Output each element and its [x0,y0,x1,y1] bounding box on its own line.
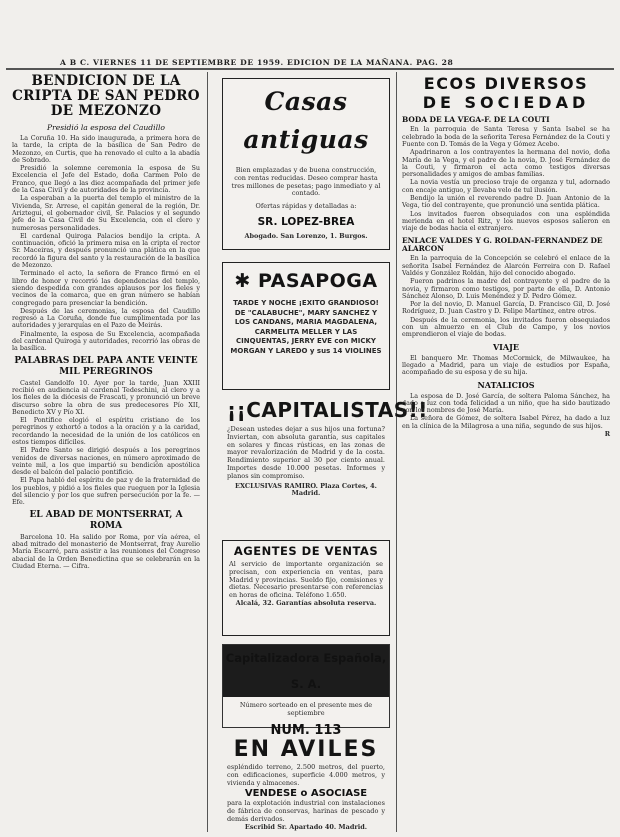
aviles-more: para la explotación industrial con instalaciones de fábrica de conservas, harinas de pescado y demás derivados. [227,799,385,823]
papa-paragraph: El Padre Santo se dirigió después a los peregrinos venidos de diversas naciones, en número aproximado de veinte mil, a los que impartió su bendición apostólica desde el balcón del palacio pontificio. [12,446,200,477]
boda2-paragraph: Después de la ceremonia, los invitados fueron obsequiados con un almuerzo en el Club de Campo, y los novios emprendieron el viaje de bodas. [402,315,610,339]
masthead: A B C. VIERNES 11 DE SEPTIEMBRE DE 1959. EDICION DE LA MAÑANA. PAG. 28 [60,58,454,67]
papa-paragraph: El Papa habló del espíritu de paz y de la fraternidad de los pueblos, y pidió a los fieles que rueguen por la Iglesia del silencio y por los que sufren persecución por la fe. — Efe. [12,476,200,507]
casas-note: Ofertas rápidas y detalladas a: [255,202,357,211]
capitalistas-title: ¡¡CAPITALISTAS!! [227,398,428,422]
casas-title: Casas antiguas [243,87,369,154]
signature: R [604,430,610,439]
agentes-title: AGENTES DE VENTAS [233,544,379,558]
boda1-paragraph: Los invitados fueron obsequiados con una espléndida merienda en el hotel Ritz, y los nuevos esposos salieron en viaje de bodas hacia el extranjero. [402,209,610,233]
agentes-ventas-ad [222,540,390,636]
pasapoga-ad [222,262,390,390]
boda1-paragraph: En la parroquia de Santa Teresa y Santa Isabel se ha celebrado la boda de la señorita Teresa Fernández de la Couti y Fuente con D. Tomás de la Vega y Gómez Acebo. [402,125,610,148]
abad-headline: EL ABAD DE MONTSERRAT, A ROMA [29,509,183,531]
capitalizadora-number: NUM. 113 [270,722,342,738]
star-icon: ✱ [234,270,258,292]
boda2-paragraph: Por la del novio, D. Manuel García, D. Francisco Gil, D. José Rodríguez, D. Juan Castro y D. Felipe Martínez, entre otros. [402,300,610,316]
capitalizadora-title: Capitalizadora Española, S. A. [223,645,389,697]
boda1-paragraph: Apadrinaron a los contrayentes la hermana del novio, doña María de la Vega, y el padre de la novia, D. José Fernández de la Couti, y firmaron el acta como testigos diversas personalidades y amigos de ambas familias. [402,148,610,179]
pasapoga-text: TARDE Y NOCHE ¡EXITO GRANDIOSO! DE "CALABUCHE", MARY SANCHEZ Y LOS CANDANS, MARIA MAGDALENA, CARMELITA MELLER Y LAS CINQUENTAS, JERRY EVE con MICKY MORGAN Y LAREDO y sus 14 VIOLINES [230,299,382,355]
aviles-title: EN AVILES [233,737,379,762]
agentes-address: Alcalá, 32. Garantías absoluta reserva. [235,598,377,607]
viaje-paragraph: El banquero Mr. Thomas McCormick, de Milwaukee, ha llegado a Madrid, para un viaje de estudios por España, acompañado de su esposa y de su hija. [402,353,610,377]
right-column [402,74,610,834]
cripta-paragraph: La esperaban a la puerta del templo el ministro de la Vivienda, Sr. Arrese, el capitán general de la región, Dr. Ariztegui, el gobernador civil, Sr. Palacios y el segundo jefe de la Casa Civil de Su Excelencia, con el clero y numerosas personalidades. [12,194,200,232]
aviles-address: Escribid Sr. Apartado 40. Madrid. [244,822,368,831]
cripta-paragraph: La Coruña 10. Ha sido inaugurada, a primera hora de la tarde, la cripta de la basílica de San Pedro de Mezonzo, en Curtis, que ha renovado el culto a la abadía de Sobrado. [12,134,200,164]
casas-antiguas-ad [222,78,390,250]
column-divider-left [207,72,208,832]
capitalistas-text: ¿Desean ustedes dejar a sus hijos una fortuna? Inviertan, con absoluta garantía, sus capitales en solares y fincas rústicas, en las zonas de mayor revalorización de Madrid y de la costa. Rendimiento superior al 30 por ciento anual. Importes desde 10.000 pesetas. Informes y planos sin compromiso. [227,425,385,480]
cripta-headline: BENDICION DE LA CRIPTA DE SAN PEDRO DE MEZONZO [12,73,200,119]
boda1-headline: BODA DE LA VEGA-F. DE LA COUTI [402,115,550,124]
cripta-paragraph: Después de las ceremonias, la esposa del Caudillo regresó a La Coruña, donde fue cumplimentada por las autoridades y jerarquías en el Pazo de Meirás. [12,306,200,330]
column-divider-right [396,72,397,832]
ecos-title-line2: DE SOCIEDAD [422,93,590,112]
pasapoga-title [229,267,383,295]
casas-address: Abogado. San Lorenzo, 1. Burgos. [244,231,368,240]
aviles-ad [222,734,390,832]
viaje-headline: VIAJE [492,341,520,352]
capitalistas-address: EXCLUSIVAS RAMIRO. Plaza Cortes, 4. Madrid. [235,481,377,498]
papa-headline: PALABRAS DEL PAPA ANTE VEINTE MIL PEREGRINOS [14,355,198,377]
papa-paragraph: Castel Gandolfo 10. Ayer por la tarde, Juan XXIII recibió en audiencia al cardenal Tedeschini, al clero y a los fieles de la diócesis de Frascati, y pronunció un breve discurso sobre la obra de sus predecesores Pío XII, Benedicto XV y Pío XI. [12,378,200,416]
left-column [12,74,200,834]
natalicios-paragraph: La señora de Gómez, de soltera Isabel Pérez, ha dado a luz en la clínica de la Milagrosa a una niña, segundo de sus hijos. [402,414,610,430]
agentes-text: Al servicio de importante organización se precisan, con experiencia en ventas, para Madrid y provincias. Sueldo fijo, comisiones y dietas. Necesario presentarse con referencias en horas de oficina. Teléfono 1.650. [229,560,383,600]
aviles-text: espléndido terreno, 2.500 metros, del puerto, con edificaciones, superficie 4.000 metros, y vivienda y almacenes. [227,763,385,787]
boda2-paragraph: En la parroquia de la Concepción se celebró el enlace de la señorita Isabel Fernández de Alarcón Ferreira con D. Rafael Valdés y González Roldán, hijo del conocido abogado. [402,254,610,277]
boda1-paragraph: La novia vestía un precioso traje de organza y tul, adornado con encaje antiguo, y llevaba velo de tul ilusión. [402,178,610,194]
capitalizadora-ad [222,644,390,738]
capitalistas-ad [222,396,428,532]
aviles-sell: VENDESE o ASOCIASE [244,788,368,800]
casas-name: SR. LOPEZ-BREA [257,215,355,228]
papa-paragraph: El Pontífice elogió el espíritu cristiano de los peregrinos y exhortó a todos a la oración y a la caridad, recordando la necesidad de la unión de los católicos en estos tiempos difíciles. [12,416,200,446]
cripta-paragraph: Terminado el acto, la señora de Franco firmó en el libro de honor y recorrió las dependencias del templo, siendo despedida con grandes aplausos por los fieles y vecinos de la comarca, que en gran número se habían congregado para presenciar la bendición. [12,269,200,307]
pasapoga-title-text: PASAPOGA [257,270,378,292]
natalicios-paragraph: La esposa de D. José García, de soltera Paloma Sánchez, ha dado a luz con toda felicidad a un niño, que ha sido bautizado con los nombres de José María. [402,391,610,415]
boda2-headline: ENLACE VALDES Y G. ROLDAN-FERNANDEZ DE ALARCON [402,235,603,253]
cripta-paragraph: El cardenal Quiroga Palacios bendijo la cripta. A continuación, ofició la primera misa en la cripta el rector Sr. Maceiras, y después pronunció una plática en la que recordó la figura del santo y la restauración de la basílica de Mezonzo. [12,231,200,270]
masthead-rule [6,68,614,70]
boda2-paragraph: Fueron padrinos la madre del contrayente y el padre de la novia, y firmaron como testigos, por parte de ella, D. Antonio Sánchez Alonso, D. Luis Menéndez y D. Pedro Gómez. [402,277,610,300]
abad-paragraph: Barcelona 10. Ha salido por Roma, por vía aérea, el abad mitrado del monasterio de Montserrat, fray Aurelio María Escarré, para asistir a las reuniones del Congreso abacial de la Orden Benedictina que se celebrarán en la Ciudad Eterna. — Cifra. [12,532,200,570]
boda1-paragraph: Bendijo la unión el reverendo padre D. Juan Antonio de la Vega, tío del contrayente, que pronunció una sentida plática. [402,194,610,210]
capitalizadora-text: Número sorteado en el presente mes de septiembre [239,701,373,717]
casas-body: Bien emplazadas y de buena construcción, con rentas reducidas. Deseo comprar hasta tres millones de pesetas; pago inmediato y al contado. [231,166,381,198]
natalicios-headline: NATALICIOS [477,379,535,390]
ecos-title-line1: ECOS DIVERSOS [423,74,589,93]
cripta-paragraph: Presidió la solemne ceremonia la esposa de Su Excelencia el Jefe del Estado, doña Carmen Polo de Franco, que llegó a las diez acompañada del primer jefe de la Casa Civil y de autoridades de la provincia. [12,164,200,195]
cripta-paragraph: Finalmente, la esposa de Su Excelencia, acompañada del cardenal Quiroga y autoridades, recorrió las obras de la basílica. [12,329,200,353]
cripta-subhead: Presidió la esposa del Caudillo [46,123,165,132]
